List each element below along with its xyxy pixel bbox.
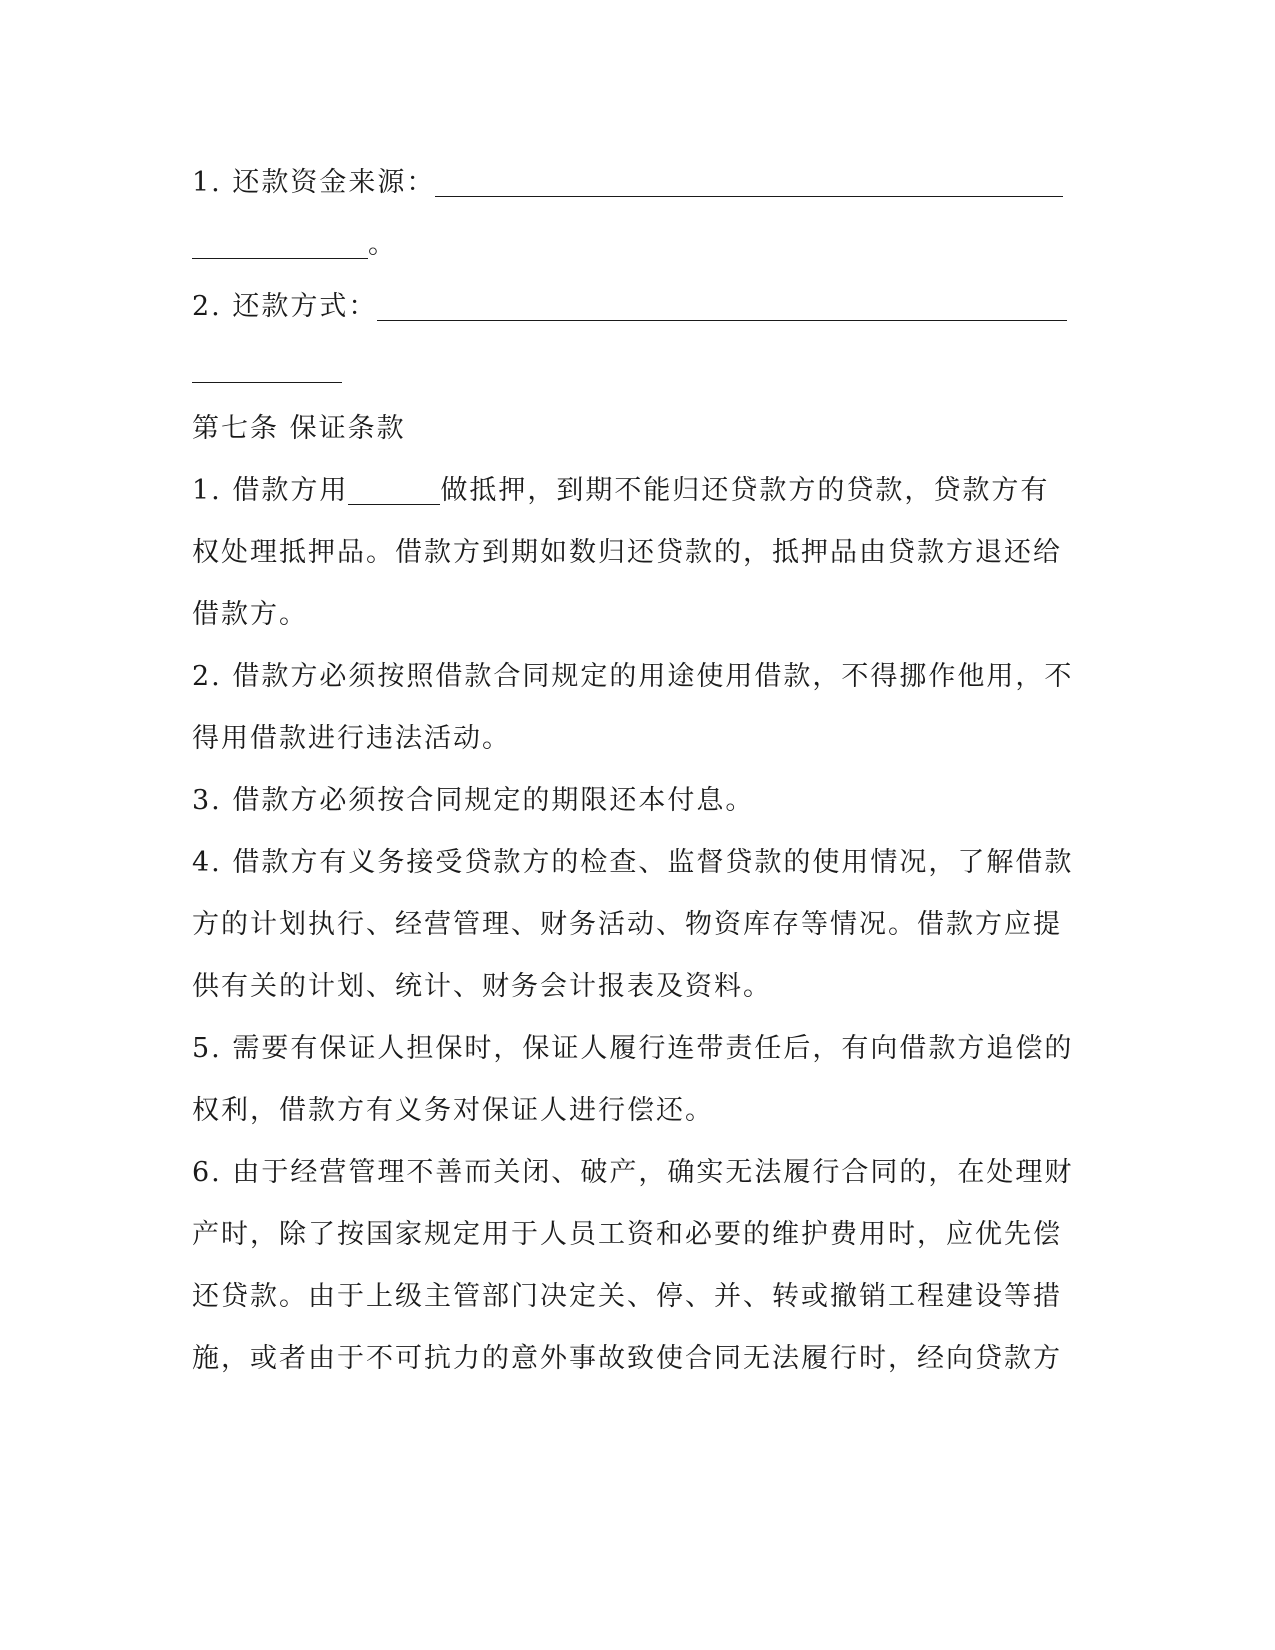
repay-source-blank [435,168,1063,197]
article-7-item-2-line-1: 2. 借款方必须按照借款合同规定的用途使用借款，不得挪作他用，不 [192,661,1074,692]
article-7-item-6-line-1: 6. 由于经营管理不善而关闭、破产，确实无法履行合同的，在处理财 [192,1157,1074,1188]
article-7-item-6-line-4: 施，或者由于不可抗力的意外事故致使合同无法履行时，经向贷款方 [192,1343,1062,1374]
article-7-item-5-line-1: 5. 需要有保证人担保时，保证人履行连带责任后，有向借款方追偿的 [192,1033,1074,1064]
collateral-blank [348,476,440,505]
repay-source-blank-cont [192,230,368,259]
item-1-post: 做抵押，到期不能归还贷款方的贷款，贷款方有 [440,475,1050,506]
article-7-item-4-line-1: 4. 借款方有义务接受贷款方的检查、监督贷款的使用情况，了解借款 [192,847,1074,878]
repay-source-label: 1. 还款资金来源： [192,167,436,198]
article-7-item-2-line-2: 得用借款进行违法活动。 [192,723,511,754]
repay-method-line-1 [192,287,1072,327]
article-7-item-1-line-2: 权处理抵押品。借款方到期如数归还贷款的，抵押品由贷款方退还给 [192,537,1062,568]
article-7-item-4-line-3: 供有关的计划、统计、财务会计报表及资料。 [192,971,772,1002]
article-7-item-3-line-1: 3. 借款方必须按合同规定的期限还本付息。 [192,785,755,816]
article-7-item-4-line-2: 方的计划执行、经营管理、财务活动、物资库存等情况。借款方应提 [192,909,1062,940]
repay-source-line-2 [192,225,1072,265]
article-7-item-6-line-3: 还贷款。由于上级主管部门决定关、停、并、转或撤销工程建设等措 [192,1281,1062,1312]
article-7-item-1-line-1 [192,471,1072,511]
repay-method-line-2 [192,349,1072,389]
item-1-pre: 1. 借款方用 [192,475,349,506]
article-7-item-5-line-2: 权利，借款方有义务对保证人进行偿还。 [192,1095,714,1126]
repay-method-label: 2. 还款方式： [192,291,378,322]
repay-method-blank [377,292,1067,321]
repay-source-tail: 。 [368,229,397,260]
article-7-heading: 第七条 保证条款 [192,413,406,444]
article-7-item-1-line-3: 借款方。 [192,599,308,630]
repay-method-blank-cont [192,354,342,383]
repay-source-line-1 [192,163,1072,203]
article-7-item-6-line-2: 产时，除了按国家规定用于人员工资和必要的维护费用时，应优先偿 [192,1219,1062,1250]
